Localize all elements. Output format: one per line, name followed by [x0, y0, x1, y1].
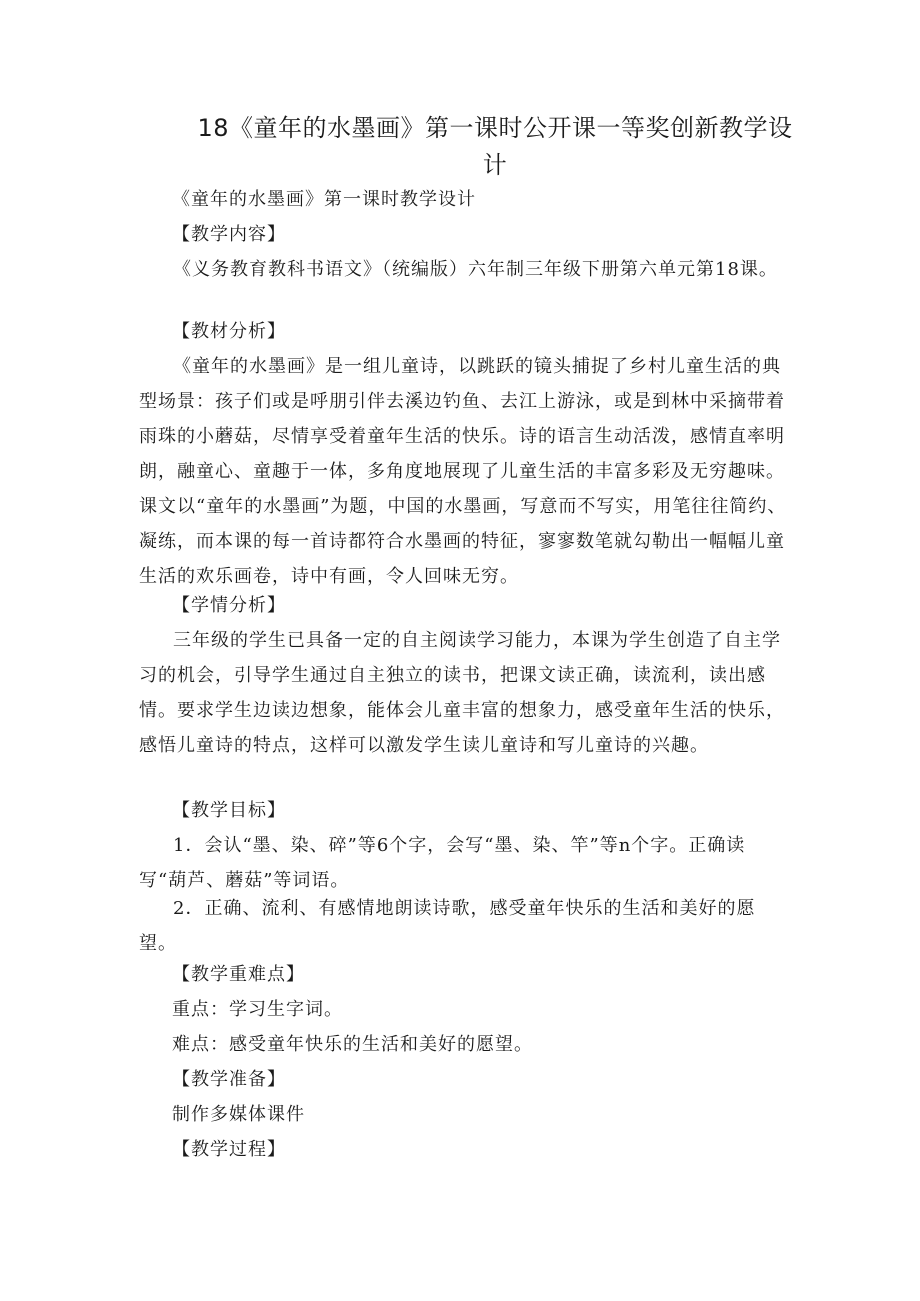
goal-item: 2．正确、流利、有感情地朗读诗歌，感受童年快乐的生活和美好的愿望。: [139, 898, 756, 954]
goal-item: 1．会认“墨、染、碎”等6个字，会写“墨、染、竿”等n个字。正确读写“葫芦、蘑菇”等词语。: [139, 835, 746, 891]
preparation-text: 制作多媒体课件: [172, 1104, 305, 1125]
section-heading-process: 【教学过程】: [172, 1139, 286, 1160]
section-body-textbook: 《童年的水墨画》是一组儿童诗，以跳跃的镜头捕捉了乡村儿童生活的典型场景：孩子们或是呼朋引伴去溪边钓鱼、去江上游泳，或是到林中采摘带着雨珠的小蘑菇，尽情享受着童年生活的快乐。诗的语言生动活泼，感情直率明朗，融童心、童趣于一体，多角度地展现了儿童生活的丰富多彩及无穷趣味。课文以“童年的水墨画”为题，中国的水墨画，写意而不写实，用笔往往简约、凝练，而本课的每一首诗都符合水墨画的特征，寥寥数笔就勾勒出一幅幅儿童生活的欢乐画卷，诗中有画，令人回味无穷。: [139, 356, 787, 587]
section-heading-students: 【学情分析】: [172, 595, 286, 616]
section-body-content: 《义务教育教科书语文》（统编版）六年制三年级下册第六单元第18课。: [173, 259, 778, 280]
section-heading-content: 【教学内容】: [172, 224, 286, 245]
section-body-students: 三年级的学生已具备一定的自主阅读学习能力，本课为学生创造了自主学习的机会，引导学生通过自主独立的读书，把课文读正确，读流利，读出感情。要求学生边读边想象，能体会儿童丰富的想象力，感受童年生活的快乐，感悟儿童诗的特点，这样可以激发学生读儿童诗和写儿童诗的兴趣。: [139, 630, 785, 756]
key-point-text: 重点：学习生字词。: [172, 999, 343, 1020]
document-title: 18《童年的水墨画》第一课时公开课一等奖创新教学设计: [197, 114, 793, 179]
section-heading-textbook: 【教材分析】: [172, 321, 286, 342]
difficult-point-text: 难点：感受童年快乐的生活和美好的愿望。: [172, 1034, 533, 1055]
section-heading-goals: 【教学目标】: [172, 800, 286, 821]
section-heading-key-points: 【教学重难点】: [172, 964, 305, 985]
section-heading-preparation: 【教学准备】: [172, 1069, 286, 1090]
document-subtitle: 《童年的水墨画》第一课时教学设计: [172, 189, 476, 210]
